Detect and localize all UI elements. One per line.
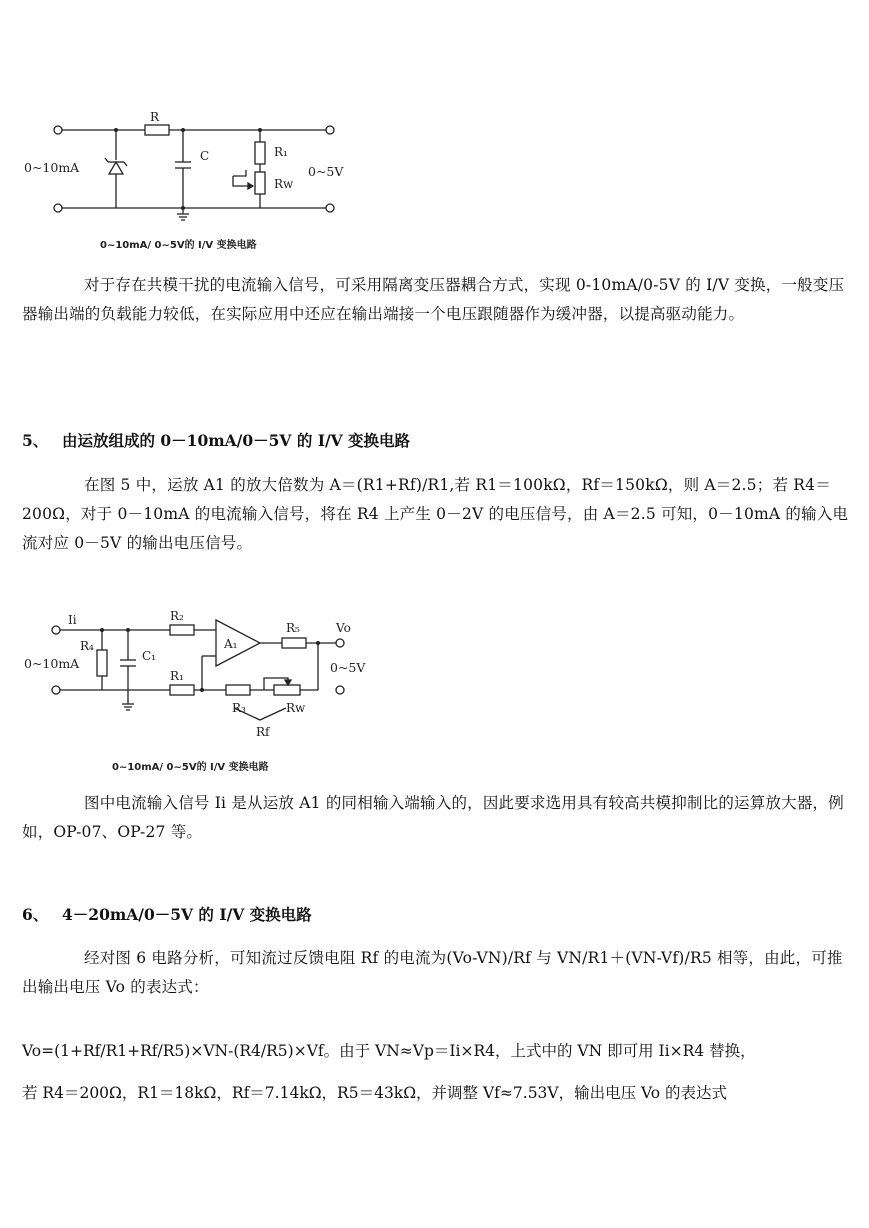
- section-6-number: 6、: [22, 905, 49, 924]
- fig2-label-r3: R₃: [232, 701, 246, 715]
- fig2-output-label: 0~5V: [330, 660, 366, 675]
- fig1-label-r: R: [150, 110, 160, 124]
- fig1-input-label: 0~10mA: [24, 160, 80, 175]
- fig2-caption: 0~10mA/ 0~5V的 I/V 变换电路: [112, 762, 269, 773]
- paragraph-opamp-gain: 在图 5 中，运放 A1 的放大倍数为 A＝(R1+Rf)/R1,若 R1＝100kΩ，Rf＝150kΩ，则 A＝2.5；若 R4＝200Ω，对于 0－10mA 的电流输入信号，将在 R4 上产生 0－2V 的电压信号，由 A＝2.5 可知，0－10mA 的输入电流对应 0－5V 的输出电压信号。: [22, 476, 849, 552]
- formula-line: Vo=(1+Rf/R1+Rf/R5)×VN-(R4/R5)×Vf。由于 VN≈Vp＝Ii×R4，上式中的 VN 即可用 Ii×R4 替换，: [22, 1042, 756, 1060]
- fig2-label-ii: Ii: [68, 613, 77, 627]
- fig2-input-label: 0~10mA: [24, 656, 80, 671]
- parameter-line: 若 R4＝200Ω，R1＝18kΩ，Rf＝7.14kΩ，R5＝43kΩ，并调整 Vf≈7.53V，输出电压 Vo 的表达式: [22, 1084, 728, 1102]
- paragraph-transformer-coupling: 对于存在共模干扰的电流输入信号，可采用隔离变压器耦合方式，实现 0-10mA/0-5V 的 I/V 变换，一般变压器输出端的负载能力较低，在实际应用中还应在输出端接一个电压跟随器作为缓冲器，以提高驱动能力。: [22, 276, 845, 323]
- figure-2-opamp-circuit: [20, 604, 400, 784]
- fig2-label-r4: R₄: [80, 639, 94, 653]
- paragraph-opamp-selection: 图中电流输入信号 Ii 是从运放 A1 的同相输入端输入的，因此要求选用具有较高共模抑制比的运算放大器，例如，OP-07、OP-27 等。: [22, 794, 844, 841]
- fig2-label-rw: Rᴡ: [286, 701, 306, 715]
- fig2-label-vo: Vo: [336, 621, 351, 635]
- paragraph-feedback-analysis: 经对图 6 电路分析，可知流过反馈电阻 Rf 的电流为(Vo-VN)/Rf 与 VN/R1＋(VN-Vf)/R5 相等，由此，可推出输出电压 Vo 的表达式：: [22, 949, 843, 996]
- fig2-label-r2: R₂: [170, 609, 184, 623]
- figure-1-iv-circuit: [20, 108, 360, 258]
- fig2-label-rf: Rf: [256, 725, 270, 739]
- fig1-output-label: 0~5V: [308, 164, 344, 179]
- fig2-label-r5: R₅: [286, 621, 300, 635]
- section-5-heading: [22, 426, 410, 455]
- fig2-label-a1: A₁: [224, 637, 238, 651]
- fig1-label-c: C: [200, 149, 210, 163]
- fig2-label-r1: R₁: [170, 669, 184, 683]
- section-6-title: 4－20mA/0－5V 的 I/V 变换电路: [62, 905, 312, 924]
- fig1-caption: 0~10mA/ 0~5V的 I/V 变换电路: [100, 240, 257, 251]
- fig1-label-r1: R₁: [274, 145, 288, 159]
- section-5-number: 5、: [22, 431, 49, 450]
- section-5-title: 由运放组成的 0－10mA/0－5V 的 I/V 变换电路: [62, 431, 411, 450]
- fig1-label-rw: Rᴡ: [274, 177, 294, 191]
- section-6-heading: [22, 900, 312, 929]
- fig2-label-c1: C₁: [142, 649, 156, 663]
